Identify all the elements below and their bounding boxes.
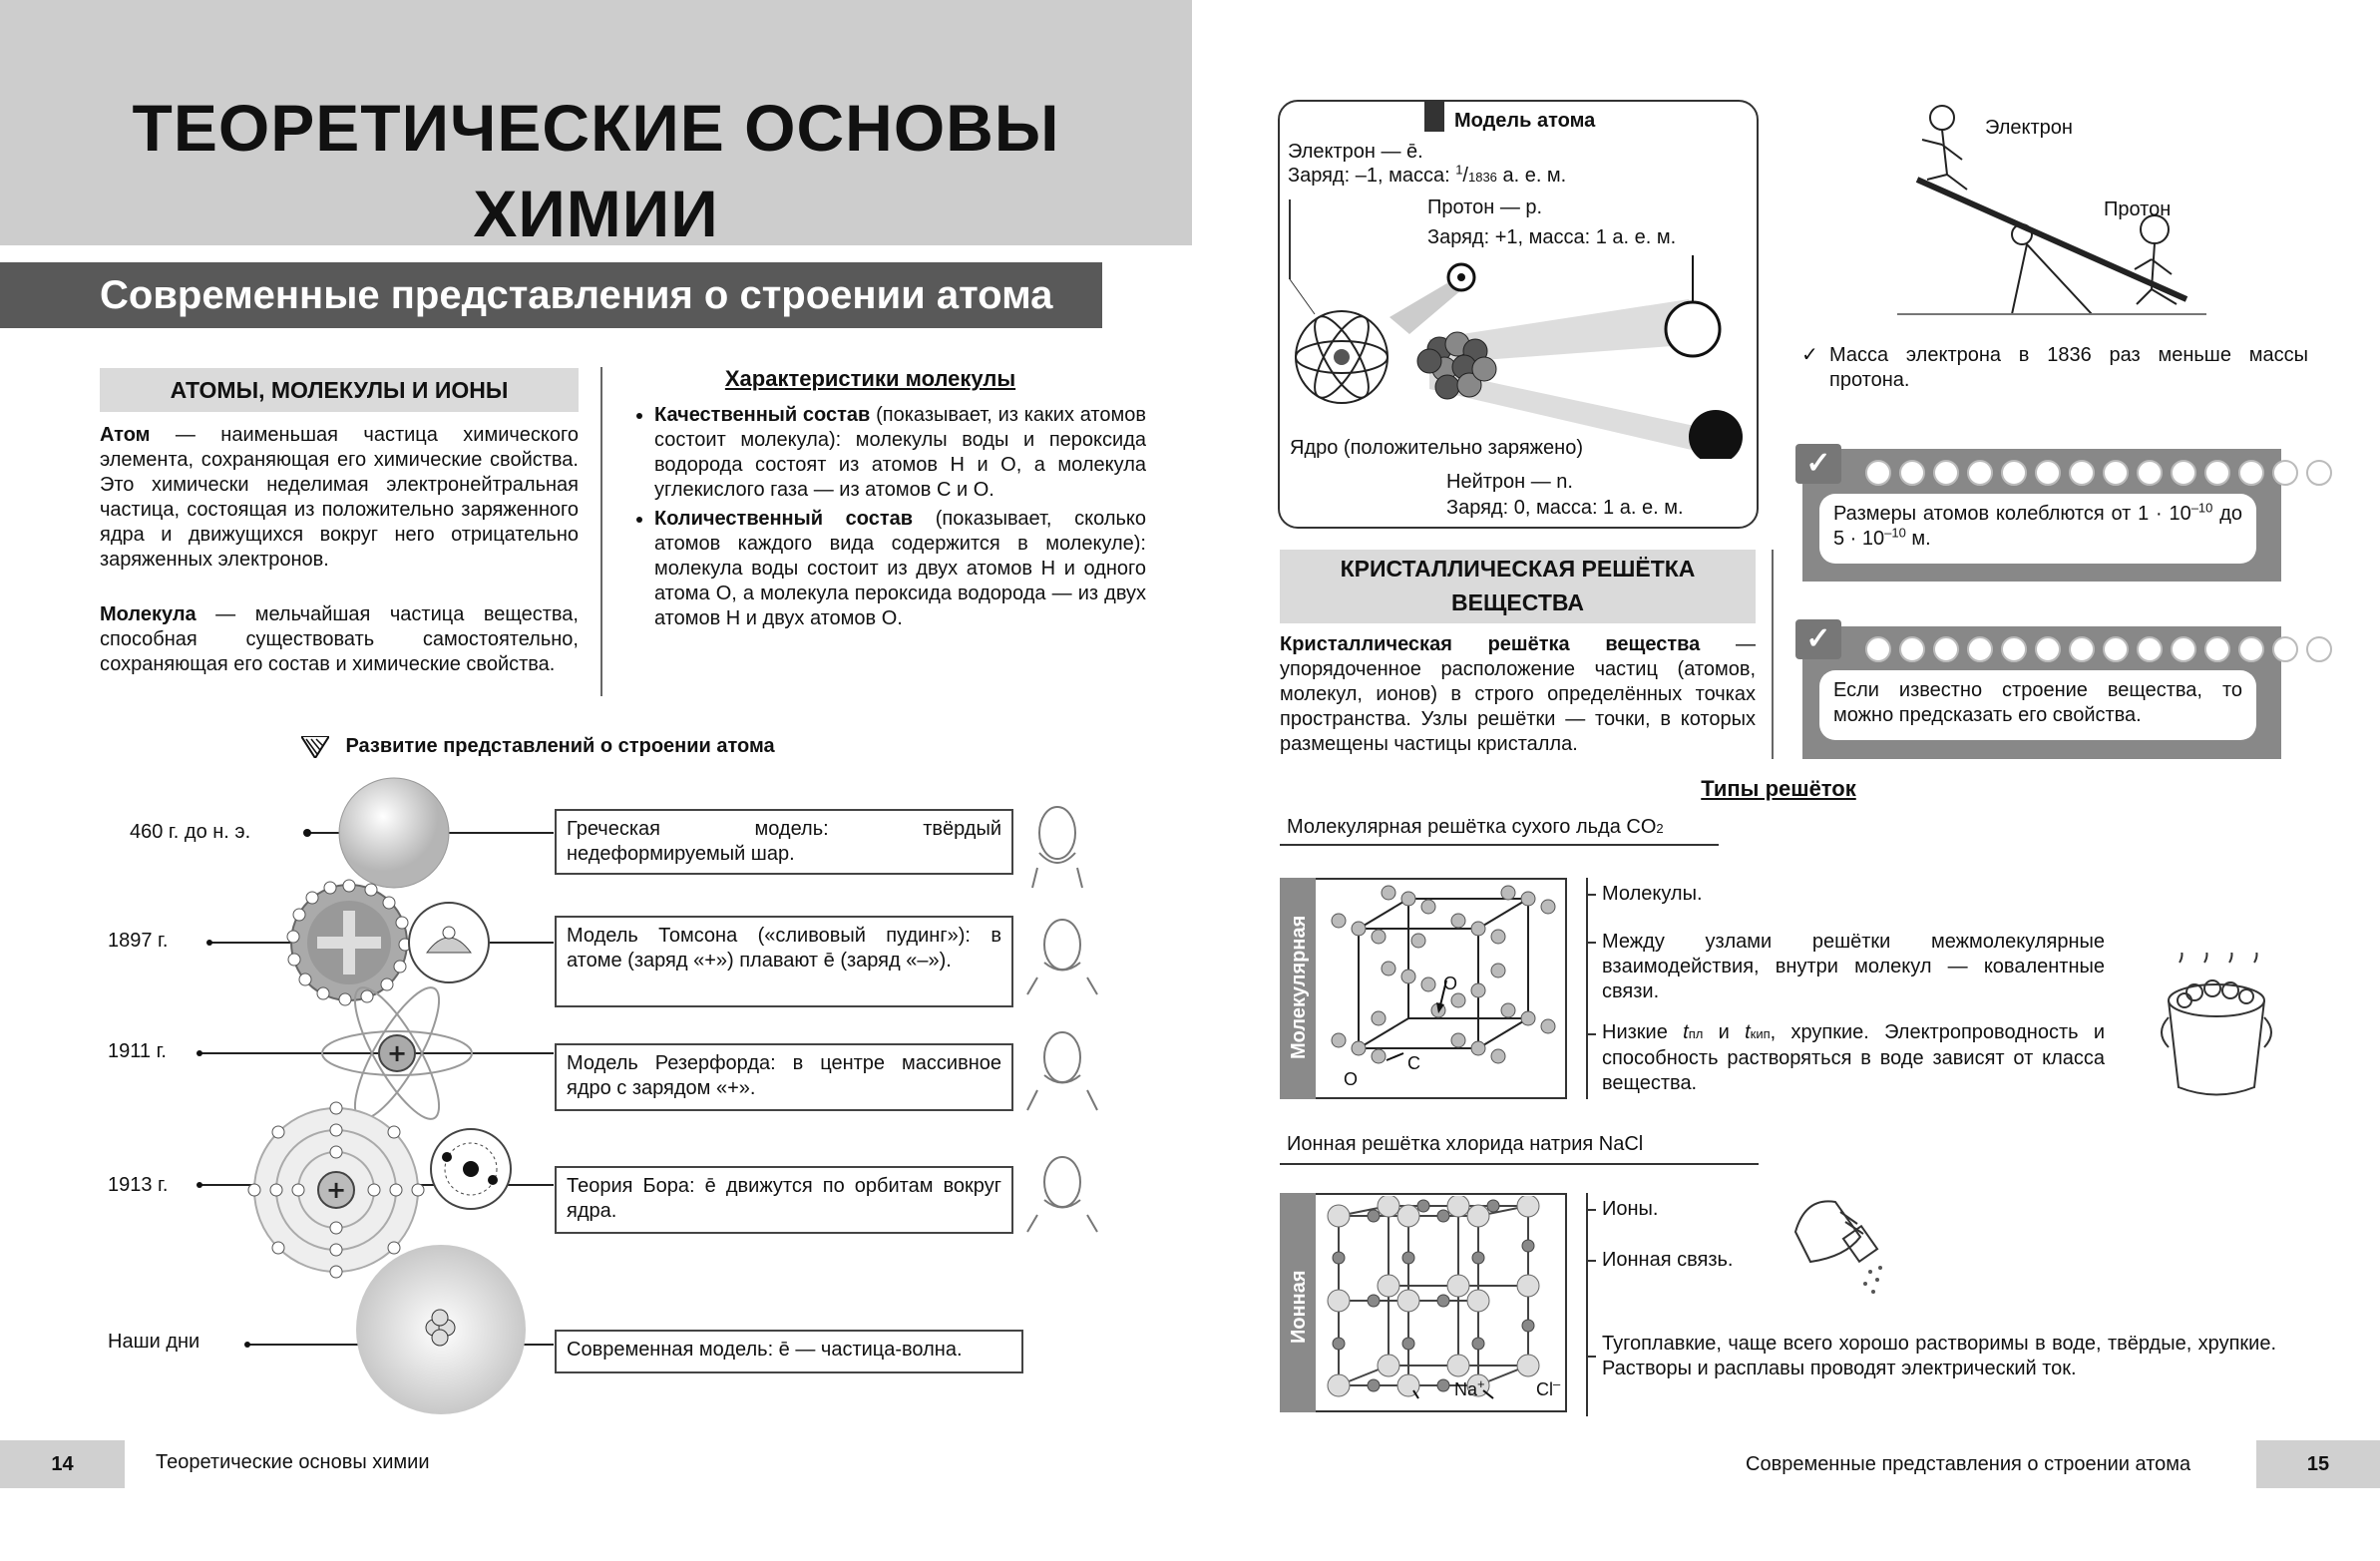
electron-unit: а. е. м.: [1496, 165, 1567, 187]
timeline-callout: Модель Резерфорда: в центре массивное ядро с зарядом «+».: [555, 1043, 1013, 1111]
page-number-left: 14: [0, 1440, 125, 1488]
note-text-2: Если известно строение вещества, то можно предсказать его свойства.: [1819, 670, 2256, 740]
crystal-def-text: — упорядоченное расположение частиц (атомов, молекул, ионов) в строго определённых точках пространства. Узлы решётки — точки, в которых размещены частицы кристалла.: [1280, 633, 1756, 755]
check-icon: ✓: [1795, 619, 1841, 659]
timeline-heading-row: [301, 735, 775, 758]
ionic-bracket: [1586, 1193, 1588, 1416]
proton-charge: Заряд: +1, масса: 1 а. е. м.: [1427, 226, 1677, 248]
atom-model-heading: Модель атома: [1454, 110, 1596, 132]
electron-charge-text: Заряд: –1, масса:: [1288, 165, 1456, 187]
seesaw-proton-label: Протон: [2104, 198, 2172, 220]
note-dots: [1865, 460, 2332, 486]
note3-t1: t: [1683, 1021, 1689, 1043]
molecular-side-label: Молекулярная: [1288, 915, 1310, 1059]
book-title-line2: ХИМИИ: [473, 177, 719, 250]
mol-chars-term: Количественный состав: [654, 508, 914, 530]
column-divider: [1772, 550, 1774, 759]
footer-right-text: Современные представления о строении атома: [1746, 1453, 2191, 1475]
bracket-tick: [1586, 1260, 1596, 1262]
svg-text:+: +: [325, 1176, 347, 1204]
timeline-year: 1911 г.: [108, 1040, 167, 1062]
bracket-tick: [1586, 1356, 1596, 1358]
section-title: Современные представления о строении атома: [100, 273, 1053, 317]
ionic-label-na: [1454, 1376, 1485, 1400]
atoms-heading: АТОМЫ, МОЛЕКУЛЫ И ИОНЫ: [100, 368, 579, 412]
note3-text: , хрупкие. Электропроводность и способность растворяться в воде зависят от класса вещества.: [1602, 1021, 2105, 1094]
na-charge: +: [1477, 1376, 1485, 1391]
electron-fraction-den: 1836: [1467, 170, 1497, 185]
atom-definition: [100, 423, 579, 573]
note1-exp1: –10: [2190, 500, 2213, 516]
molecular-caption-text: Молекулярная решётка сухого льда CO: [1287, 816, 1657, 838]
molecule-term: Молекула: [100, 603, 197, 625]
book-title-line1: ТЕОРЕТИЧЕСКИЕ ОСНОВЫ: [132, 91, 1060, 165]
mol-chars-term: Качественный состав: [654, 404, 871, 426]
caption-underline: [1280, 844, 1719, 846]
atom-def-text: — наименьшая частица химического элемента, сохраняющая его химические свойства. Это химически неделимая электронейтральная частица, состоящая из положительно заряженного ядра и движущихся вокруг него отрицательно заряженных электронов.: [100, 424, 579, 571]
timeline-year: 1897 г.: [108, 930, 169, 952]
molecular-note-2: Между узлами решётки межмолекулярные взаимодействия, внутри молекул — ковалентные связи.: [1602, 931, 2105, 1002]
note3-sub2: кип: [1750, 1026, 1771, 1041]
note1-exp2: –10: [1884, 525, 1906, 541]
footer-left-text: Теоретические основы химии: [156, 1451, 430, 1473]
molecular-note-3: [1602, 1020, 2105, 1096]
note1-text2: до 5 · 10: [1833, 503, 2242, 550]
timeline-callout: Греческая модель: твёрдый недеформируемый шар.: [555, 809, 1013, 875]
mol-chars-list: [610, 403, 1146, 635]
ionic-note-3: Тугоплавкие, чаще всего хорошо растворимы в воде, твёрдые, хрупкие. Растворы и расплавы проводят электрический ток.: [1602, 1333, 2276, 1379]
note1-text3: м.: [1905, 528, 1931, 550]
note3-sub1: пл: [1688, 1026, 1704, 1041]
proton-label: Протон — p.: [1427, 196, 1543, 218]
electron-fraction-num: 1: [1455, 162, 1463, 178]
electron-label: Электрон — ē.: [1288, 141, 1423, 163]
note3-t2: t: [1745, 1021, 1751, 1043]
bracket-tick: [1586, 1033, 1596, 1035]
note3-text: Низкие: [1602, 1021, 1684, 1043]
ionic-lattice-diagram: [1319, 1196, 1564, 1409]
svg-text:+: +: [386, 1039, 408, 1067]
timeline-callout: Модель Томсона («сливовый пудинг»): в атоме (заряд «+») плавают ē (заряд «–»).: [555, 916, 1013, 1007]
seesaw-note-text: Масса электрона в 1836 раз меньше массы протона.: [1829, 344, 2308, 391]
timeline-year: 1913 г.: [108, 1174, 169, 1196]
molecular-label-o: O: [1443, 974, 1458, 993]
column-divider: [600, 367, 602, 696]
ionic-label-cl: [1536, 1376, 1561, 1400]
molecular-label-c: C: [1407, 1053, 1420, 1073]
cl-label: Cl: [1536, 1379, 1553, 1399]
ionic-note-2: Ионная связь.: [1602, 1249, 1734, 1271]
atom-model-marker: [1424, 102, 1444, 132]
book-title: [0, 85, 1192, 256]
crystal-heading: КРИСТАЛЛИЧЕСКАЯ РЕШЁТКА ВЕЩЕСТВА: [1280, 550, 1756, 623]
atom-term: Атом: [100, 424, 151, 446]
mol-chars-item: [654, 507, 1146, 631]
mol-chars-item: [654, 403, 1146, 503]
note1-text1: Размеры атомов колеблются от 1 · 10: [1833, 503, 2191, 525]
molecular-caption-sub: 2: [1656, 821, 1664, 836]
atom-model-diagram: [1280, 199, 1753, 459]
crystal-definition: [1280, 632, 1756, 757]
ionic-caption: Ионная решётка хлорида натрия NaCl: [1287, 1133, 1644, 1155]
neutron-charge: Заряд: 0, масса: 1 а. е. м.: [1446, 497, 1684, 519]
bracket-tick: [1586, 894, 1596, 896]
bracket-tick: [1586, 1209, 1596, 1211]
mol-chars-heading: Характеристики молекулы: [724, 366, 1016, 391]
note-dots: [1865, 636, 2332, 662]
neutron-label: Нейтрон — n.: [1446, 471, 1573, 493]
bracket-tick: [1586, 942, 1596, 944]
mol-chars-text: (показывает, сколько атомов каждого вида содержится в молекуле): молекула воды состоит из двух атомов Н и одного атома О, а молекула пероксида водорода — из двух атомов Н и двух атомов О.: [654, 508, 1146, 629]
timeline-year: 460 г. до н. э.: [130, 821, 251, 843]
seesaw-electron-label: Электрон: [1985, 117, 2073, 139]
cl-charge: –: [1553, 1376, 1561, 1391]
caption-underline: [1280, 1163, 1759, 1165]
ionic-side-label: Ионная: [1288, 1270, 1310, 1344]
triangle-icon: [301, 736, 329, 758]
molecular-bracket: [1586, 878, 1588, 1099]
note3-text: и: [1703, 1021, 1746, 1043]
timeline-year: Наши дни: [108, 1331, 200, 1353]
electron-charge: Заряд: –1, масса: $^1$/1836 а. е. м.: [1288, 162, 1567, 187]
check-icon: ✓: [1801, 344, 1818, 366]
molecular-note-1: Молекулы.: [1602, 883, 1703, 905]
crystal-term: Кристаллическая решётка вещества: [1280, 633, 1701, 655]
salt-shaker-illustration: [1785, 1192, 1885, 1302]
timeline-heading: Развитие представлений о строении атома: [345, 735, 775, 757]
molecular-lattice-diagram: [1319, 881, 1564, 1096]
check-icon: ✓: [1795, 444, 1841, 484]
lattice-types-heading: Типы решёток: [1701, 776, 1856, 801]
molecular-caption: [1287, 815, 1664, 841]
timeline-callout: Современная модель: ē — частица-волна.: [555, 1330, 1023, 1373]
mol-chars-text: (показывает, из каких атомов состоит молекула): молекулы воды и пероксида водорода состоят из атомов Н и О, а молекула углекислого газа — из атомов С и О.: [654, 404, 1146, 501]
na-label: Na: [1454, 1379, 1478, 1399]
molecular-label-o: O: [1344, 1069, 1359, 1089]
molecule-def-text: — мельчайшая частица вещества, способная существовать самостоятельно, сохраняющая его состав и химические свойства.: [100, 603, 579, 675]
dry-ice-bucket-illustration: [2155, 953, 2274, 1102]
note-text-1: [1819, 494, 2256, 564]
page-number-right: 15: [2256, 1440, 2380, 1488]
nucleus-label: Ядро (положительно заряжено): [1290, 437, 1583, 459]
ionic-note-1: Ионы.: [1602, 1198, 1659, 1220]
seesaw-note: [1801, 343, 2308, 393]
timeline-callout: Теория Бора: ē движутся по орбитам вокруг ядра.: [555, 1166, 1013, 1234]
molecule-definition: [100, 602, 579, 677]
